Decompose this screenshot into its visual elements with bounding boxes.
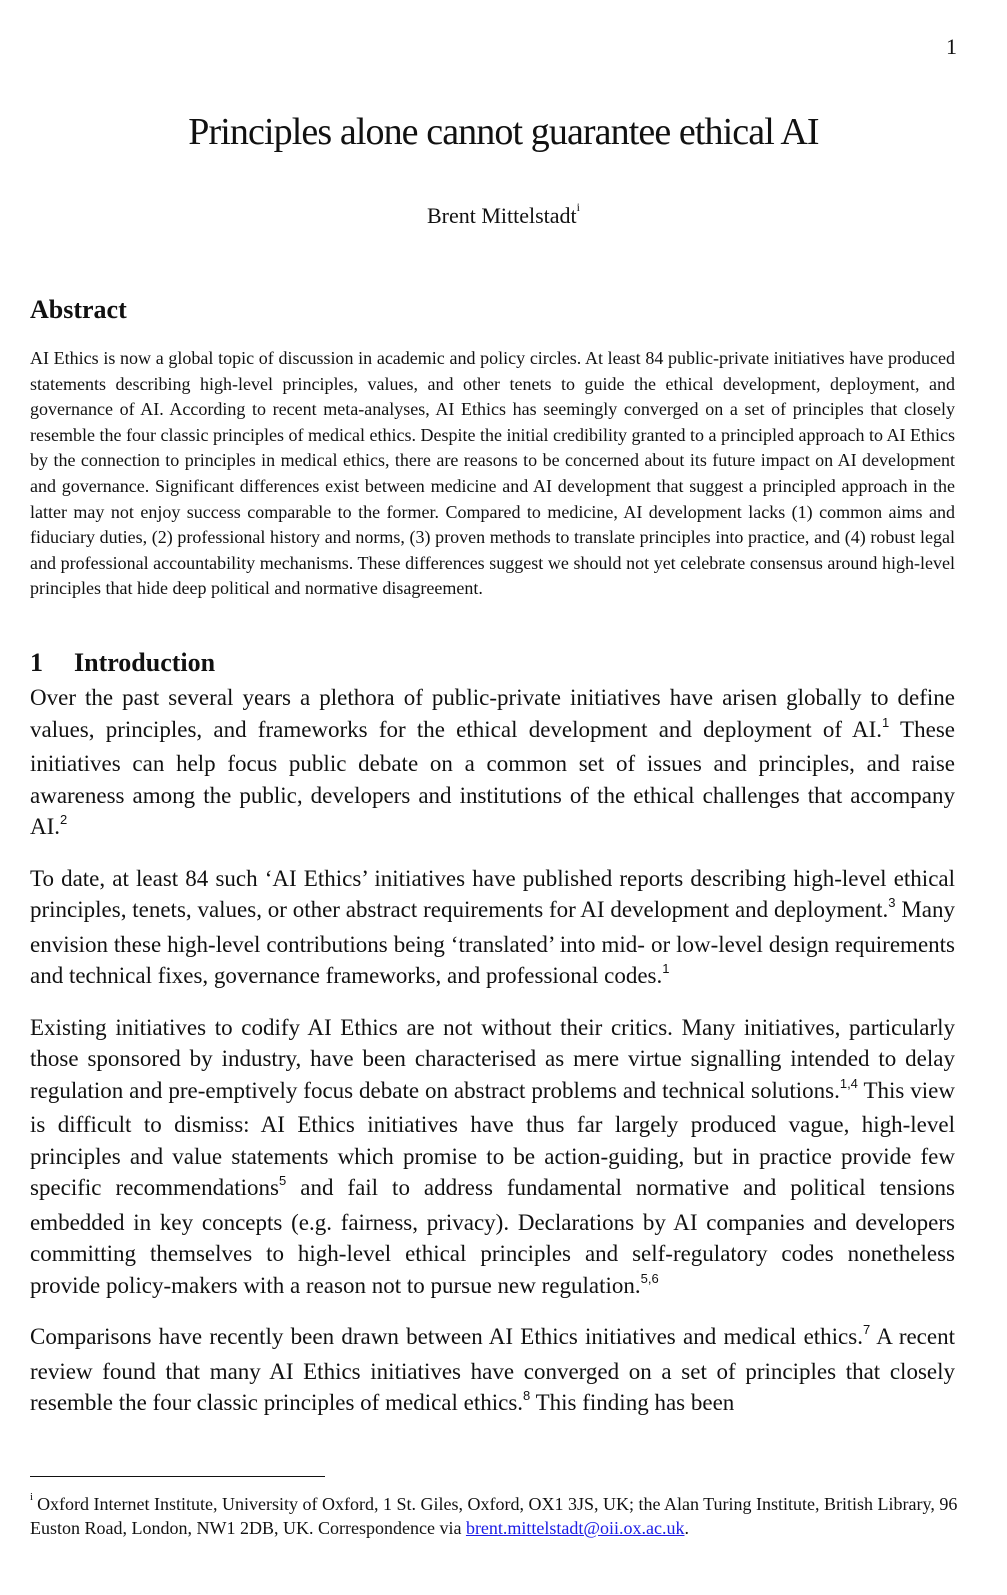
email-link[interactable]: brent.mittelstadt@oii.ox.ac.uk xyxy=(465,1518,685,1538)
citation-ref: 8 xyxy=(523,1388,531,1403)
footnote-text: Oxford Internet Institute, University of Oxford, 1 St. Giles, Oxford, OX1 3JS, UK; the Alan Turing Institute, British Library, 96 Euston Road, London, NW1 2DB, UK. Correspondence via xyxy=(30,1494,958,1538)
paragraph-3 xyxy=(30,1012,955,1305)
footnote-marker: i xyxy=(30,1491,34,1503)
citation-ref: 2 xyxy=(60,812,68,827)
paragraph-text: A recent review found that many AI Ethics initiatives have converged on a set of principles that closely resemble the four classic principles of medical ethics. xyxy=(30,1324,955,1415)
paragraph-text: Over the past several years a plethora of public-private initiatives have arisen globally to define values, principles, and frameworks for the ethical development and deployment of AI. xyxy=(30,685,955,742)
page-number: 1 xyxy=(946,34,957,59)
paragraph-text: To date, at least 84 such ‘AI Ethics’ initiatives have published reports describing high-level ethical principles, tenets, values, or other abstract requirements for AI development and deployment. xyxy=(30,865,955,922)
citation-ref: 1 xyxy=(662,961,670,976)
citation-ref: 5 xyxy=(279,1173,287,1188)
section-heading xyxy=(30,648,215,678)
paragraph-2 xyxy=(30,863,955,995)
footnote-end: . xyxy=(684,1518,689,1538)
section-number: 1 xyxy=(30,648,43,677)
abstract-text: AI Ethics is now a global topic of discussion in academic and policy circles. At least 84 public-private initiatives have produced statements describing high-level principles, values, and other tenets to guide the ethical development, deployment, and governance of AI. According to recent meta-analyses, AI Ethics has seemingly converged on a set of principles that closely resemble the four classic principles of medical ethics. Despite the initial credibility granted to a principled approach to AI Ethics by the connection to principles in medical ethics, there are reasons to be concerned about its future impact on AI development and governance. Significant differences exist between medicine and AI development that suggest a principled approach in the latter may not enjoy success comparable to the former. Compared to medicine, AI development lacks (1) common aims and fiduciary duties, (2) professional history and norms, (3) proven methods to translate principles into practice, and (4) robust legal and professional accountability mechanisms. These differences suggest we should not yet celebrate consensus around high-level principles that hide deep political and normative disagreement. xyxy=(30,348,955,599)
paragraph-text: These initiatives can help focus public debate on a common set of issues and principles, and raise awareness among the public, developers and institutions of the ethical challenges that accompany AI. xyxy=(30,716,955,839)
paragraph-4 xyxy=(30,1321,955,1422)
footnote-divider xyxy=(30,1476,325,1477)
citation-ref: 1,4 xyxy=(839,1075,858,1091)
paper-title: Principles alone cannot guarantee ethical AI xyxy=(188,111,819,153)
paragraph-text: Comparisons have recently been drawn between AI Ethics initiatives and medical ethics. xyxy=(30,1324,863,1349)
citation-ref: 3 xyxy=(888,895,896,910)
citation-ref: 5,6 xyxy=(640,1270,659,1286)
paragraph-text: This view is difficult to dismiss: AI Ethics initiatives have thus far largely produced vague, high-level principles and value statements which promise to be action-guiding, but in practice provide few specific recommendations xyxy=(30,1077,955,1200)
citation-ref: 1 xyxy=(882,714,890,730)
paragraph-text: This finding has been xyxy=(530,1390,735,1415)
author-name: Brent Mittelstadt xyxy=(426,203,577,228)
paragraph-text: Existing initiatives to codify AI Ethics are not without their critics. Many initiatives, particularly those sponsored by industry, have been characterised as mere virtue signalling intended to delay regulation and pre-emptively focus debate on abstract problems and technical solutions. xyxy=(30,1014,955,1103)
paragraph-text: and fail to address fundamental normative and political tensions embedded in key concepts (e.g. fairness, privacy). Declarations by AI companies and developers committing themselves to high-level ethical principles and self-regulatory codes nonetheless provide policy-makers with a reason not to pursue new regulation. xyxy=(30,1175,955,1298)
footnote xyxy=(30,1488,960,1540)
author-affiliation-marker: i xyxy=(576,199,581,214)
section-title: Introduction xyxy=(74,648,216,677)
citation-ref: 7 xyxy=(862,1322,871,1337)
paragraph-1 xyxy=(30,682,955,846)
author-line xyxy=(0,199,1007,229)
paragraph-text: Many envision these high-level contributions being ‘translated’ into mid- or low-level design requirements and technical fixes, governance frameworks, and professional codes. xyxy=(30,897,955,988)
abstract-heading: Abstract xyxy=(30,295,127,324)
body-text xyxy=(30,682,955,1439)
